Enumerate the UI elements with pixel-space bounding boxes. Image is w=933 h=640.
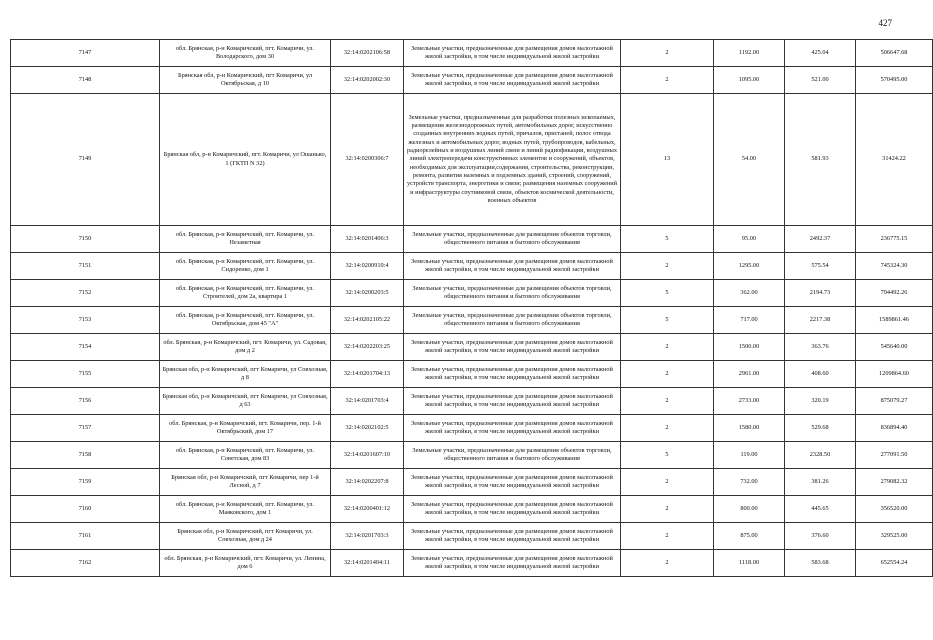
rate-cell: 320.19 (785, 388, 856, 415)
row-number: 7152 (11, 280, 160, 307)
address-cell: Брянская обл, р-н Комаричский, пгт. Комаричи, ул Ошанько, 1 (ГКТП N 32) (160, 94, 331, 226)
rate-cell: 583.68 (785, 550, 856, 577)
rate-cell: 363.76 (785, 334, 856, 361)
value-cell: 794492.26 (856, 280, 933, 307)
cadastral-number-cell: 32:14:0201703:3 (331, 523, 404, 550)
rate-cell: 2194.73 (785, 280, 856, 307)
table-row (11, 496, 933, 523)
value-cell: 279082.32 (856, 469, 933, 496)
rate-cell: 575.54 (785, 253, 856, 280)
value-cell: 506647.68 (856, 40, 933, 67)
group-cell: 2 (621, 40, 714, 67)
value-cell: 277091.50 (856, 442, 933, 469)
table-row (11, 307, 933, 334)
address-cell: Брянская обл, р-н Комаричский, пгт Комаричи, ул Совхозная, д 63 (160, 388, 331, 415)
cadastral-number-cell: 32:14:0200910:4 (331, 253, 404, 280)
address-cell: обл. Брянская, р-н Комаричский, пгт. Комаричи, ул. Маяковского, дом 1 (160, 496, 331, 523)
area-cell: 732.00 (714, 469, 785, 496)
rate-cell: 381.26 (785, 469, 856, 496)
area-cell: 362.00 (714, 280, 785, 307)
group-cell: 2 (621, 469, 714, 496)
area-cell: 1095.00 (714, 67, 785, 94)
address-cell: обл. Брянская, р-н Комаричский, пгт. Комаричи, пер. 1-й Октябрьский, дом 17 (160, 415, 331, 442)
land-use-cell: Земельные участки, предназначенные для размещения объектов торговли, общественного питания и бытового обслуживания (404, 442, 621, 469)
group-cell: 2 (621, 253, 714, 280)
area-cell: 1500.00 (714, 334, 785, 361)
address-cell: обл. Брянская, р-н Комаричский, пгт. Комаричи, ул. Садовая, дом д 2 (160, 334, 331, 361)
land-use-cell: Земельные участки, предназначенные для размещения объектов торговли, общественного питания и бытового обслуживания (404, 307, 621, 334)
area-cell: 717.00 (714, 307, 785, 334)
area-cell: 54.00 (714, 94, 785, 226)
cadastral-number-cell: 32:14:0201704:13 (331, 361, 404, 388)
rate-cell: 445.65 (785, 496, 856, 523)
group-cell: 2 (621, 496, 714, 523)
area-cell: 875.00 (714, 523, 785, 550)
page-number: 427 (878, 18, 892, 28)
value-cell: 875079.27 (856, 388, 933, 415)
land-use-cell: Земельные участки, предназначенные для размещения домов малоэтажной жилой застройки, в том числе индивидуальной жилой застройки (404, 550, 621, 577)
value-cell: 329525.00 (856, 523, 933, 550)
table-row (11, 523, 933, 550)
address-cell: обл. Брянская, р-н Комаричский, пгт. Комаричи, ул. Володарского, дом 30 (160, 40, 331, 67)
land-use-cell: Земельные участки, предназначенные для размещения домов малоэтажной жилой застройки, в том числе индивидуальной жилой застройки (404, 40, 621, 67)
row-number: 7149 (11, 94, 160, 226)
land-use-cell: Земельные участки, предназначенные для размещения домов малоэтажной жилой застройки, в том числе индивидуальной жилой застройки (404, 523, 621, 550)
row-number: 7155 (11, 361, 160, 388)
row-number: 7160 (11, 496, 160, 523)
group-cell: 2 (621, 550, 714, 577)
rate-cell: 2328.50 (785, 442, 856, 469)
area-cell: 119.00 (714, 442, 785, 469)
table-row (11, 40, 933, 67)
rate-cell: 521.00 (785, 67, 856, 94)
group-cell: 13 (621, 94, 714, 226)
group-cell: 2 (621, 388, 714, 415)
value-cell: 652554.24 (856, 550, 933, 577)
area-cell: 1192.00 (714, 40, 785, 67)
row-number: 7158 (11, 442, 160, 469)
cadastral-number-cell: 32:14:0201406:3 (331, 226, 404, 253)
address-cell: обл. Брянская, р-н Комаричский, пгт. Комаричи, ул. Незаметная (160, 226, 331, 253)
address-cell: обл. Брянская, р-н Комаричский, пгт. Комаричи, ул. Советская, дом 83 (160, 442, 331, 469)
rate-cell: 2492.37 (785, 226, 856, 253)
value-cell: 1209864.60 (856, 361, 933, 388)
registry-table-body (11, 40, 933, 577)
land-use-cell: Земельные участки, предназначенные для разработки полезных ископаемых, размещения железнодорожных путей, автомобильных дорог, искусственно созданных внутренних водных путей, причалов, пристаней, полос отвода железных и автомобильных дорог, водных путей, трубопроводов, кабельных, радиорелейных и воздушных линий связи и линий радиофикации, воздушных линий электропередачи конструктивных элементов и сооружений, объектов, необходимых для эксплуатации,содержания, строительства, реконструкции, ремонта, развития наземных и подземных зданий, строений, сооружений, устройств транспорта, энергетики и связи; размещения наземных сооружений и инфраструктуры спутниковой связи, объектов космической деятельности, военных объектов (404, 94, 621, 226)
table-row (11, 388, 933, 415)
table-row (11, 442, 933, 469)
land-use-cell: Земельные участки, предназначенные для размещения домов малоэтажной жилой застройки, в том числе индивидуальной жилой застройки (404, 253, 621, 280)
rate-cell: 581.93 (785, 94, 856, 226)
row-number: 7151 (11, 253, 160, 280)
rate-cell: 529.68 (785, 415, 856, 442)
table-row (11, 334, 933, 361)
cadastral-number-cell: 32:14:0200203:5 (331, 280, 404, 307)
land-use-cell: Земельные участки, предназначенные для размещения домов малоэтажной жилой застройки, в том числе индивидуальной жилой застройки (404, 388, 621, 415)
table-row (11, 361, 933, 388)
table-row (11, 94, 933, 226)
area-cell: 1580.00 (714, 415, 785, 442)
cadastral-number-cell: 32:14:0202203:25 (331, 334, 404, 361)
rate-cell: 408.60 (785, 361, 856, 388)
address-cell: обл. Брянская, р-н Комаричский, пгт. Комаричи, ул. Строителей, дом 2а, квартира 1 (160, 280, 331, 307)
value-cell: 745324.30 (856, 253, 933, 280)
rate-cell: 425.04 (785, 40, 856, 67)
address-cell: обл. Брянская, р-н Комаричский, пгт. Комаричи, ул. Сидоренко, дом 1 (160, 253, 331, 280)
row-number: 7161 (11, 523, 160, 550)
cadastral-number-cell: 32:14:0202106:58 (331, 40, 404, 67)
rate-cell: 376.60 (785, 523, 856, 550)
group-cell: 2 (621, 334, 714, 361)
land-use-cell: Земельные участки, предназначенные для размещения домов малоэтажной жилой застройки, в том числе индивидуальной жилой застройки (404, 67, 621, 94)
cadastral-number-cell: 32:14:0202105:22 (331, 307, 404, 334)
table-row (11, 550, 933, 577)
cadastral-number-cell: 32:14:0201703:4 (331, 388, 404, 415)
row-number: 7162 (11, 550, 160, 577)
land-use-cell: Земельные участки, предназначенные для размещения объектов торговли, общественного питания и бытового обслуживания (404, 226, 621, 253)
value-cell: 31424.22 (856, 94, 933, 226)
row-number: 7159 (11, 469, 160, 496)
address-cell: Брянская обл, р-н Комаричский, пгт Комаричи, ул. Совхозная, дом д 24 (160, 523, 331, 550)
land-use-cell: Земельные участки, предназначенные для размещения домов малоэтажной жилой застройки, в том числе индивидуальной жилой застройки (404, 361, 621, 388)
registry-table (10, 39, 933, 577)
value-cell: 570495.00 (856, 67, 933, 94)
table-row (11, 415, 933, 442)
rate-cell: 2217.38 (785, 307, 856, 334)
cadastral-number-cell: 32:14:0202102:5 (331, 415, 404, 442)
table-row (11, 280, 933, 307)
row-number: 7148 (11, 67, 160, 94)
group-cell: 2 (621, 67, 714, 94)
value-cell: 836894.40 (856, 415, 933, 442)
area-cell: 1118.00 (714, 550, 785, 577)
row-number: 7153 (11, 307, 160, 334)
value-cell: 1589861.46 (856, 307, 933, 334)
group-cell: 5 (621, 280, 714, 307)
land-use-cell: Земельные участки, предназначенные для размещения домов малоэтажной жилой застройки, в том числе индивидуальной жилой застройки (404, 334, 621, 361)
table-row (11, 226, 933, 253)
area-cell: 2961.00 (714, 361, 785, 388)
group-cell: 2 (621, 415, 714, 442)
group-cell: 2 (621, 523, 714, 550)
table-row (11, 253, 933, 280)
address-cell: Брянская обл, р-н Комаричский, пгт Комаричи, пер 1-й Лесной, д 7 (160, 469, 331, 496)
cadastral-number-cell: 32:14:0200306:7 (331, 94, 404, 226)
address-cell: Брянская обл, р-н Комаричский, пгт Комаричи, ул Совхозная, д 8 (160, 361, 331, 388)
value-cell: 236775.15 (856, 226, 933, 253)
cadastral-number-cell: 32:14:0202002:30 (331, 67, 404, 94)
row-number: 7154 (11, 334, 160, 361)
row-number: 7156 (11, 388, 160, 415)
cadastral-number-cell: 32:14:0200401:12 (331, 496, 404, 523)
group-cell: 5 (621, 307, 714, 334)
group-cell: 2 (621, 361, 714, 388)
land-use-cell: Земельные участки, предназначенные для размещения домов малоэтажной жилой застройки, в том числе индивидуальной жилой застройки (404, 415, 621, 442)
area-cell: 800.00 (714, 496, 785, 523)
address-cell: обл. Брянская, р-н Комаричский, пгт. Комаричи, ул. Октябрьская, дом 45 "А" (160, 307, 331, 334)
table-row (11, 469, 933, 496)
cadastral-number-cell: 32:14:0201404:11 (331, 550, 404, 577)
land-use-cell: Земельные участки, предназначенные для размещения домов малоэтажной жилой застройки, в том числе индивидуальной жилой застройки (404, 496, 621, 523)
area-cell: 1295.00 (714, 253, 785, 280)
area-cell: 2733.00 (714, 388, 785, 415)
value-cell: 356520.00 (856, 496, 933, 523)
row-number: 7157 (11, 415, 160, 442)
group-cell: 5 (621, 442, 714, 469)
row-number: 7147 (11, 40, 160, 67)
cadastral-number-cell: 32:14:0201607:10 (331, 442, 404, 469)
cadastral-number-cell: 32:14:0202207:8 (331, 469, 404, 496)
land-use-cell: Земельные участки, предназначенные для размещения объектов торговли, общественного питания и бытового обслуживания (404, 280, 621, 307)
address-cell: обл. Брянская, р-н Комаричский, пгт. Комаричи, ул. Ленина, дом 6 (160, 550, 331, 577)
group-cell: 5 (621, 226, 714, 253)
area-cell: 95.00 (714, 226, 785, 253)
address-cell: Брянская обл, р-н Комаричский, пгт Комаричи, ул Октябрьская, д 10 (160, 67, 331, 94)
land-use-cell: Земельные участки, предназначенные для размещения домов малоэтажной жилой застройки, в том числе индивидуальной жилой застройки (404, 469, 621, 496)
table-row (11, 67, 933, 94)
value-cell: 545640.00 (856, 334, 933, 361)
row-number: 7150 (11, 226, 160, 253)
